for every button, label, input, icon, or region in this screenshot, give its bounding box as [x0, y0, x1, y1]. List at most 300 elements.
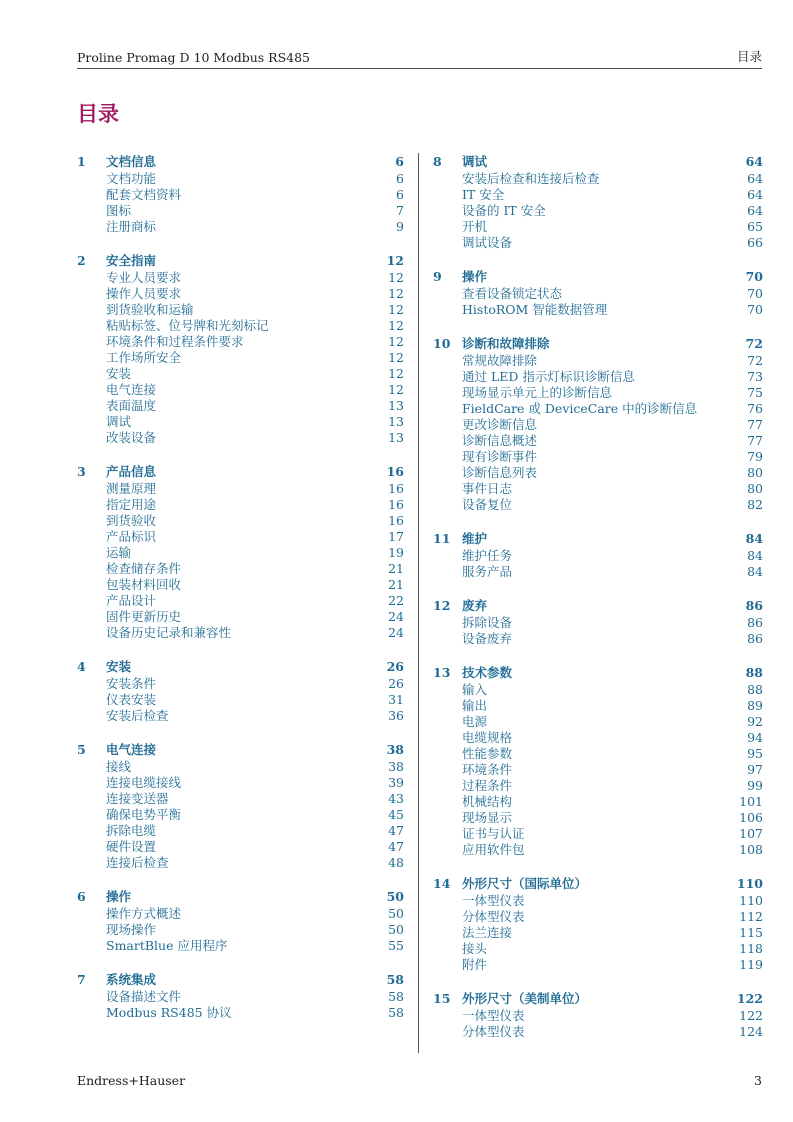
- chapter-page-number: 122: [736, 991, 763, 1006]
- section-title: 查看设备锁定状态: [462, 286, 563, 301]
- section-title: 仪表安装: [106, 692, 157, 707]
- toc-section-entry[interactable]: [433, 746, 763, 762]
- section-title: 常规故障排除: [462, 353, 538, 368]
- section-title: 改装设备: [106, 430, 157, 445]
- toc-chapter-entry[interactable]: [433, 990, 763, 1008]
- section-title: 服务产品: [462, 564, 513, 579]
- chapter-title: 调试: [462, 154, 488, 169]
- toc-chapter: [433, 597, 763, 647]
- toc-section-entry[interactable]: [433, 302, 763, 318]
- section-title: 电源: [462, 714, 488, 729]
- toc-section-entry[interactable]: [77, 334, 404, 350]
- toc-chapter-entry[interactable]: [433, 875, 763, 893]
- toc-chapter-entry[interactable]: [433, 530, 763, 548]
- section-title: 专业人员要求: [106, 270, 182, 285]
- section-page-number: 13: [388, 430, 404, 445]
- section-page-number: 12: [388, 270, 404, 285]
- toc-section-entry[interactable]: [77, 759, 404, 775]
- section-page-number: 110: [739, 893, 763, 908]
- toc-section-entry[interactable]: [433, 417, 763, 433]
- section-title: 分体型仪表: [462, 1024, 525, 1039]
- toc-section-entry[interactable]: [77, 609, 404, 625]
- section-page-number: 13: [388, 414, 404, 429]
- section-title: 到货验收和运输: [106, 302, 194, 317]
- toc-chapter-entry[interactable]: [433, 153, 763, 171]
- section-page-number: 12: [388, 286, 404, 301]
- toc-chapter-entry[interactable]: [77, 888, 404, 906]
- section-page-number: 12: [388, 350, 404, 365]
- section-page-number: 21: [388, 561, 404, 576]
- section-title: 维护任务: [462, 548, 513, 563]
- chapter-title: 安装: [106, 659, 132, 674]
- chapter-number: 14: [433, 876, 451, 891]
- section-page-number: 107: [739, 826, 763, 841]
- toc-section-entry[interactable]: [433, 401, 763, 417]
- section-page-number: 84: [747, 564, 763, 579]
- toc-section-entry[interactable]: [433, 925, 763, 941]
- section-title: 现有诊断事件: [462, 449, 538, 464]
- chapter-title: 废弃: [462, 598, 488, 613]
- section-title: 接头: [462, 941, 488, 956]
- toc-section-entry[interactable]: [433, 714, 763, 730]
- section-title: 设备复位: [462, 497, 513, 512]
- section-page-number: 50: [388, 906, 404, 921]
- section-page-number: 9: [396, 219, 404, 234]
- section-page-number: 65: [747, 219, 763, 234]
- chapter-page-number: 84: [745, 531, 763, 546]
- toc-section-entry[interactable]: [77, 823, 404, 839]
- chapter-number: 8: [433, 154, 442, 169]
- section-title: 指定用途: [106, 497, 157, 512]
- toc-section-entry[interactable]: [77, 481, 404, 497]
- section-page-number: 38: [388, 759, 404, 774]
- chapter-number: 7: [77, 972, 86, 987]
- section-page-number: 73: [747, 369, 763, 384]
- section-title: 粘贴标签、位号牌和光刻标记: [106, 318, 269, 333]
- section-page-number: 77: [747, 433, 763, 448]
- toc-chapter: [77, 741, 404, 871]
- section-page-number: 58: [388, 1005, 404, 1020]
- toc-section-entry[interactable]: [433, 762, 763, 778]
- toc-section-entry[interactable]: [77, 593, 404, 609]
- section-title: 环境条件和过程条件要求: [106, 334, 244, 349]
- section-page-number: 58: [388, 989, 404, 1004]
- section-title: 机械结构: [462, 794, 513, 809]
- section-title: 测量原理: [106, 481, 157, 496]
- toc-section-entry[interactable]: [77, 791, 404, 807]
- section-page-number: 12: [388, 366, 404, 381]
- toc-section-entry[interactable]: [433, 497, 763, 513]
- chapter-title: 安全指南: [106, 253, 157, 268]
- section-page-number: 101: [739, 794, 763, 809]
- toc-section-entry[interactable]: [77, 529, 404, 545]
- toc-chapter: [77, 153, 404, 235]
- section-title: 配套文档资料: [106, 187, 182, 202]
- section-title: 安装: [106, 366, 132, 381]
- toc-section-entry[interactable]: [433, 615, 763, 631]
- section-page-number: 80: [747, 465, 763, 480]
- section-page-number: 89: [747, 698, 763, 713]
- toc-section-entry[interactable]: [77, 270, 404, 286]
- toc-section-entry[interactable]: [433, 1008, 763, 1024]
- toc-section-entry[interactable]: [77, 286, 404, 302]
- section-page-number: 13: [388, 398, 404, 413]
- toc-section-entry[interactable]: [77, 398, 404, 414]
- section-page-number: 106: [739, 810, 763, 825]
- toc-section-entry[interactable]: [433, 842, 763, 858]
- section-title: 一体型仪表: [462, 893, 525, 908]
- section-title: 设备废弃: [462, 631, 513, 646]
- section-title: 电缆规格: [462, 730, 513, 745]
- chapter-page-number: 50: [386, 889, 404, 904]
- section-page-number: 108: [739, 842, 763, 857]
- section-title: 安装后检查和连接后检查: [462, 171, 600, 186]
- section-title: 附件: [462, 957, 488, 972]
- section-page-number: 86: [747, 615, 763, 630]
- chapter-number: 1: [77, 154, 86, 169]
- section-page-number: 16: [388, 497, 404, 512]
- section-page-number: 64: [747, 203, 763, 218]
- chapter-page-number: 26: [386, 659, 404, 674]
- toc-chapter: [77, 888, 404, 954]
- section-page-number: 12: [388, 382, 404, 397]
- toc-section-entry[interactable]: [433, 548, 763, 564]
- chapter-page-number: 38: [386, 742, 404, 757]
- toc-section-entry[interactable]: [77, 203, 404, 219]
- toc-section-entry[interactable]: [77, 171, 404, 187]
- toc-section-entry[interactable]: [77, 989, 404, 1005]
- toc-section-entry[interactable]: [77, 414, 404, 430]
- section-page-number: 36: [388, 708, 404, 723]
- toc-chapter-entry[interactable]: [77, 153, 404, 171]
- section-page-number: 48: [388, 855, 404, 870]
- toc-section-entry[interactable]: [433, 682, 763, 698]
- section-page-number: 16: [388, 513, 404, 528]
- toc-section-entry[interactable]: [77, 855, 404, 871]
- toc-section-entry[interactable]: [77, 350, 404, 366]
- section-page-number: 70: [747, 286, 763, 301]
- header-section: 目录: [736, 49, 762, 64]
- section-page-number: 21: [388, 577, 404, 592]
- toc-chapter: [433, 153, 763, 251]
- chapter-page-number: 86: [745, 598, 763, 613]
- toc-section-entry[interactable]: [77, 187, 404, 203]
- toc-chapter: [433, 335, 763, 513]
- section-page-number: 43: [388, 791, 404, 806]
- section-title: Modbus RS485 协议: [106, 1005, 232, 1020]
- toc-chapter: [433, 530, 763, 580]
- toc-section-entry[interactable]: [433, 219, 763, 235]
- section-title: 开机: [462, 219, 488, 234]
- chapter-number: 12: [433, 598, 451, 613]
- toc-section-entry[interactable]: [433, 481, 763, 497]
- footer-brand: Endress+Hauser: [77, 1073, 186, 1088]
- section-page-number: 92: [747, 714, 763, 729]
- toc-section-entry[interactable]: [433, 893, 763, 909]
- section-title: 工作场所安全: [106, 350, 182, 365]
- section-title: IT 安全: [462, 187, 505, 202]
- section-page-number: 70: [747, 302, 763, 317]
- chapter-page-number: 64: [745, 154, 763, 169]
- section-title: 一体型仪表: [462, 1008, 525, 1023]
- section-title: 通过 LED 指示灯标识诊断信息: [462, 369, 635, 384]
- chapter-title: 技术参数: [462, 665, 513, 680]
- toc-section-entry[interactable]: [77, 545, 404, 561]
- section-page-number: 88: [747, 682, 763, 697]
- toc-chapter-entry[interactable]: [77, 971, 404, 989]
- section-title: 输入: [462, 682, 488, 697]
- toc-section-entry[interactable]: [433, 449, 763, 465]
- section-title: 运输: [106, 545, 132, 560]
- section-page-number: 24: [388, 625, 404, 640]
- toc-chapter: [433, 990, 763, 1040]
- page-number: 3: [754, 1073, 762, 1088]
- section-title: HistoROM 智能数据管理: [462, 302, 608, 317]
- section-page-number: 17: [388, 529, 404, 544]
- section-title: 更改诊断信息: [462, 417, 538, 432]
- section-title: 注册商标: [106, 219, 157, 234]
- toc-section-entry[interactable]: [77, 906, 404, 922]
- section-title: 事件日志: [462, 481, 513, 496]
- chapter-title: 电气连接: [106, 742, 157, 757]
- section-title: 法兰连接: [462, 925, 513, 940]
- section-title: 输出: [462, 698, 488, 713]
- toc-section-entry[interactable]: [433, 909, 763, 925]
- toc-section-entry[interactable]: [77, 775, 404, 791]
- section-title: 电气连接: [106, 382, 157, 397]
- section-page-number: 66: [747, 235, 763, 250]
- section-page-number: 84: [747, 548, 763, 563]
- section-page-number: 76: [747, 401, 763, 416]
- section-page-number: 47: [388, 839, 404, 854]
- toc-chapter: [77, 252, 404, 446]
- chapter-number: 5: [77, 742, 86, 757]
- section-title: 性能参数: [462, 746, 513, 761]
- section-page-number: 12: [388, 302, 404, 317]
- chapter-title: 操作: [106, 889, 132, 904]
- section-title: 文档功能: [106, 171, 157, 186]
- chapter-title: 外形尺寸（国际单位）: [462, 876, 588, 891]
- section-title: 设备的 IT 安全: [462, 203, 546, 218]
- section-title: 安装条件: [106, 676, 157, 691]
- toc-chapter-entry[interactable]: [77, 741, 404, 759]
- section-title: 安装后检查: [106, 708, 169, 723]
- section-title: 操作人员要求: [106, 286, 182, 301]
- toc-section-entry[interactable]: [433, 957, 763, 973]
- section-page-number: 95: [747, 746, 763, 761]
- section-page-number: 94: [747, 730, 763, 745]
- toc-section-entry[interactable]: [433, 465, 763, 481]
- section-title: 连接变送器: [106, 791, 169, 806]
- chapter-page-number: 58: [386, 972, 404, 987]
- column-divider: [418, 153, 419, 1053]
- chapter-title: 维护: [462, 531, 488, 546]
- section-page-number: 16: [388, 481, 404, 496]
- section-page-number: 12: [388, 334, 404, 349]
- section-page-number: 72: [747, 353, 763, 368]
- chapter-title: 产品信息: [106, 464, 157, 479]
- chapter-title: 系统集成: [106, 972, 157, 987]
- chapter-title: 文档信息: [106, 154, 157, 169]
- section-page-number: 26: [388, 676, 404, 691]
- section-title: 诊断信息概述: [462, 433, 538, 448]
- section-title: 操作方式概述: [106, 906, 182, 921]
- toc-section-entry[interactable]: [433, 385, 763, 401]
- chapter-number: 9: [433, 269, 442, 284]
- document-title: Proline Promag D 10 Modbus RS485: [77, 50, 310, 65]
- toc-section-entry[interactable]: [77, 676, 404, 692]
- toc-section-entry[interactable]: [77, 577, 404, 593]
- section-page-number: 39: [388, 775, 404, 790]
- toc-section-entry[interactable]: [433, 794, 763, 810]
- toc-chapter-entry[interactable]: [77, 658, 404, 676]
- section-page-number: 118: [739, 941, 763, 956]
- toc-chapter: [433, 664, 763, 858]
- section-title: 拆除电缆: [106, 823, 157, 838]
- toc-chapter-entry[interactable]: [433, 664, 763, 682]
- section-title: 证书与认证: [462, 826, 525, 841]
- toc-section-entry[interactable]: [77, 625, 404, 641]
- toc-section-entry[interactable]: [77, 366, 404, 382]
- chapter-page-number: 70: [745, 269, 763, 284]
- section-title: 连接后检查: [106, 855, 169, 870]
- toc-chapter: [77, 463, 404, 641]
- section-title: 设备历史记录和兼容性: [106, 625, 232, 640]
- toc-section-entry[interactable]: [433, 941, 763, 957]
- toc-section-entry[interactable]: [433, 369, 763, 385]
- toc-section-entry[interactable]: [433, 235, 763, 251]
- section-page-number: 47: [388, 823, 404, 838]
- toc-section-entry[interactable]: [433, 203, 763, 219]
- toc-section-entry[interactable]: [77, 382, 404, 398]
- toc-chapter-entry[interactable]: [77, 252, 404, 270]
- section-page-number: 86: [747, 631, 763, 646]
- section-page-number: 124: [739, 1024, 763, 1039]
- toc-section-entry[interactable]: [433, 631, 763, 647]
- toc-chapter-entry[interactable]: [77, 463, 404, 481]
- section-title: 确保电势平衡: [106, 807, 182, 822]
- section-page-number: 19: [388, 545, 404, 560]
- toc-section-entry[interactable]: [77, 513, 404, 529]
- toc-chapter: [433, 268, 763, 318]
- section-page-number: 64: [747, 187, 763, 202]
- chapter-number: 13: [433, 665, 451, 680]
- section-page-number: 6: [396, 171, 404, 186]
- toc-section-entry[interactable]: [433, 187, 763, 203]
- toc-chapter-entry[interactable]: [433, 335, 763, 353]
- toc-section-entry[interactable]: [433, 286, 763, 302]
- section-title: SmartBlue 应用程序: [106, 938, 228, 953]
- section-page-number: 6: [396, 187, 404, 202]
- toc-section-entry[interactable]: [77, 497, 404, 513]
- section-title: 过程条件: [462, 778, 513, 793]
- chapter-page-number: 110: [736, 876, 763, 891]
- section-title: 环境条件: [462, 762, 513, 777]
- chapter-title: 诊断和故障排除: [462, 336, 550, 351]
- section-title: 分体型仪表: [462, 909, 525, 924]
- toc-section-entry[interactable]: [77, 692, 404, 708]
- section-title: 现场操作: [106, 922, 157, 937]
- section-title: 固件更新历史: [106, 609, 182, 624]
- section-page-number: 77: [747, 417, 763, 432]
- section-page-number: 112: [739, 909, 763, 924]
- toc-section-entry[interactable]: [77, 839, 404, 855]
- section-page-number: 79: [747, 449, 763, 464]
- toc-section-entry[interactable]: [433, 730, 763, 746]
- toc-section-entry[interactable]: [77, 1005, 404, 1021]
- chapter-page-number: 72: [745, 336, 763, 351]
- toc-chapter-entry[interactable]: [433, 268, 763, 286]
- section-title: FieldCare 或 DeviceCare 中的诊断信息: [462, 401, 698, 416]
- section-page-number: 64: [747, 171, 763, 186]
- page-header: [77, 49, 762, 69]
- section-title: 设备描述文件: [106, 989, 182, 1004]
- section-title: 产品设计: [106, 593, 157, 608]
- toc-section-entry[interactable]: [433, 353, 763, 369]
- chapter-page-number: 6: [395, 154, 404, 169]
- toc-section-entry[interactable]: [77, 561, 404, 577]
- section-page-number: 22: [388, 593, 404, 608]
- section-page-number: 12: [388, 318, 404, 333]
- section-title: 现场显示: [462, 810, 513, 825]
- section-title: 应用软件包: [462, 842, 525, 857]
- section-title: 现场显示单元上的诊断信息: [462, 385, 613, 400]
- toc-section-entry[interactable]: [77, 302, 404, 318]
- toc-section-entry[interactable]: [433, 698, 763, 714]
- toc-section-entry[interactable]: [77, 807, 404, 823]
- toc-right-column: [433, 153, 763, 1057]
- toc-section-entry[interactable]: [433, 433, 763, 449]
- chapter-number: 11: [433, 531, 451, 546]
- chapter-page-number: 16: [386, 464, 404, 479]
- section-title: 调试设备: [462, 235, 513, 250]
- section-title: 检查储存条件: [106, 561, 182, 576]
- toc-chapter-entry[interactable]: [433, 597, 763, 615]
- toc-chapter: [433, 875, 763, 973]
- toc-section-entry[interactable]: [77, 318, 404, 334]
- toc-section-entry[interactable]: [77, 938, 404, 954]
- toc-section-entry[interactable]: [77, 219, 404, 235]
- toc-section-entry[interactable]: [77, 430, 404, 446]
- section-title: 诊断信息列表: [462, 465, 538, 480]
- section-title: 接线: [106, 759, 132, 774]
- chapter-number: 2: [77, 253, 86, 268]
- toc-section-entry[interactable]: [433, 778, 763, 794]
- chapter-number: 3: [77, 464, 86, 479]
- section-title: 调试: [106, 414, 132, 429]
- toc-section-entry[interactable]: [77, 922, 404, 938]
- section-title: 硬件设置: [106, 839, 157, 854]
- section-page-number: 80: [747, 481, 763, 496]
- section-title: 表面温度: [106, 398, 157, 413]
- toc-section-entry[interactable]: [433, 564, 763, 580]
- chapter-number: 10: [433, 336, 451, 351]
- section-page-number: 55: [388, 938, 404, 953]
- section-page-number: 97: [747, 762, 763, 777]
- toc-section-entry[interactable]: [433, 810, 763, 826]
- toc-section-entry[interactable]: [433, 826, 763, 842]
- section-page-number: 31: [388, 692, 404, 707]
- page-title: 目录: [77, 101, 119, 126]
- page-footer: [77, 1073, 762, 1088]
- section-page-number: 75: [747, 385, 763, 400]
- toc-section-entry[interactable]: [77, 708, 404, 724]
- toc-section-entry[interactable]: [433, 1024, 763, 1040]
- toc-section-entry[interactable]: [433, 171, 763, 187]
- chapter-page-number: 12: [386, 253, 404, 268]
- toc-left-column: [77, 153, 404, 1038]
- section-title: 产品标识: [106, 529, 157, 544]
